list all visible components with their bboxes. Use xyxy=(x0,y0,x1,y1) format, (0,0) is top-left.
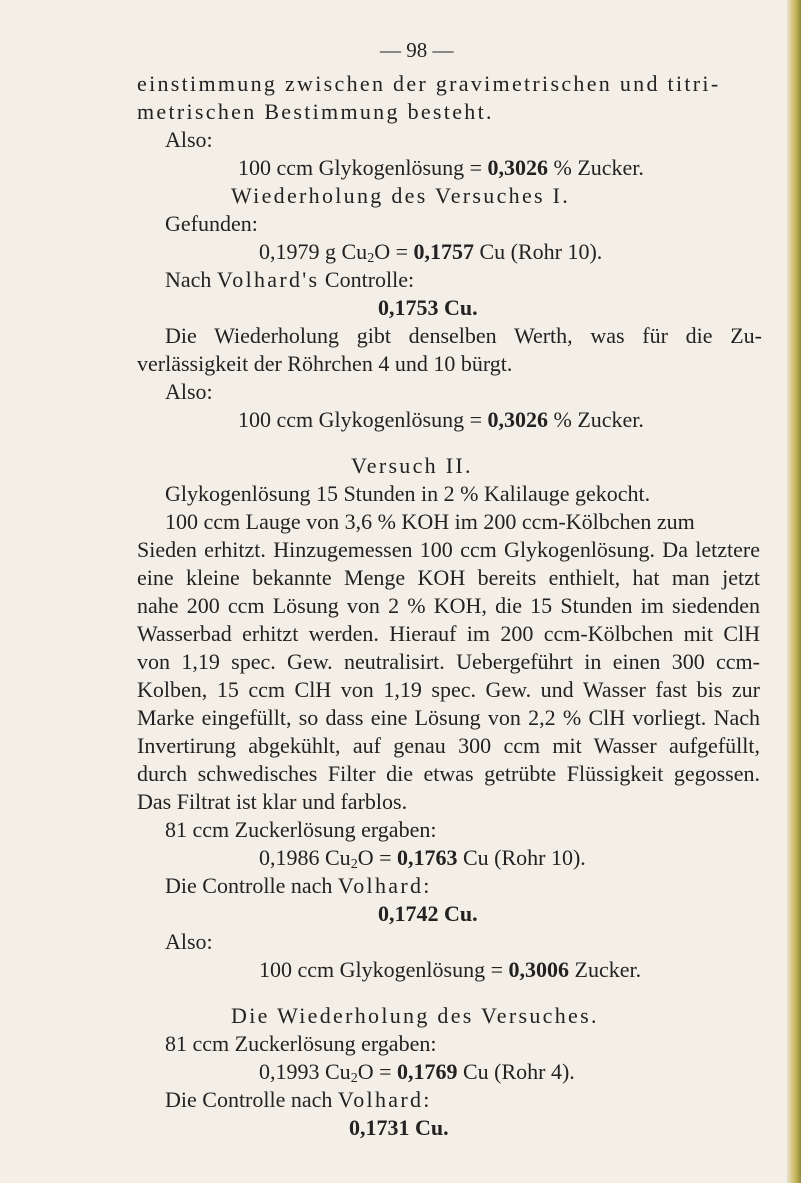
section-heading: Wiederholung des Versuches I. xyxy=(231,183,571,208)
formula-line: 100 ccm Glykogenlösung = 0,3026 % Zucker. xyxy=(238,155,644,180)
text-line: Kolben, 15 ccm ClH von 1,19 spec. Gew. und Wasser fast bis zur xyxy=(137,677,760,702)
text-line: Sieden erhitzt. Hinzugemessen 100 ccm Glykogenlösung. Da letztere xyxy=(137,537,760,562)
formula-line: 0,1986 $Cu_2O = 0,1763$ Cu (Rohr 10). xyxy=(259,845,586,872)
section-heading: Die Wiederholung des Versuches. xyxy=(231,1003,599,1028)
formula-line: 100 ccm Glykogenlösung = 0,3026 % Zucker. xyxy=(238,407,644,432)
text-line: Nach Volhard's Controlle: xyxy=(165,267,415,292)
text-line: Marke eingefüllt, so dass eine Lösung von 2,2 % ClH vorliegt. Nach xyxy=(137,705,760,730)
page-number: — 98 — xyxy=(380,38,454,62)
section-heading: Versuch II. xyxy=(351,453,473,478)
text-line: einstimmung zwischen der gravimetrischen und titri- xyxy=(137,71,721,96)
result-line: 0,1753 Cu. xyxy=(378,295,478,320)
text-line: Gefunden: xyxy=(165,211,258,236)
text-line: metrischen Bestimmung besteht. xyxy=(137,99,494,124)
text-line: 81 ccm Zuckerlösung ergaben: xyxy=(165,817,437,842)
page-edge xyxy=(787,0,801,1183)
text-line: Invertirung abgekühlt, auf genau 300 ccm mit Wasser aufgefüllt, xyxy=(137,733,760,758)
text-line: Glykogenlösung 15 Stunden in 2 % Kalilauge gekocht. xyxy=(165,481,651,506)
text-line: Die Controlle nach Volhard: xyxy=(165,873,432,898)
formula-line: 0,1993 $Cu_2O = 0,1769$ Cu (Rohr 4). xyxy=(259,1059,575,1086)
text-line: Also: xyxy=(165,929,213,954)
text-line: verlässigkeit der Röhrchen 4 und 10 bürgt. xyxy=(137,351,513,376)
text-line: von 1,19 spec. Gew. neutralisirt. Uebergeführt in einen 300 ccm- xyxy=(137,649,760,674)
text-line: Wasserbad erhitzt werden. Hierauf im 200 ccm-Kölbchen mit ClH xyxy=(137,621,760,646)
text-line: durch schwedisches Filter die etwas getrübte Flüssigkeit gegossen. xyxy=(137,761,760,786)
text-line: 100 ccm Lauge von 3,6 % KOH im 200 ccm-Kölbchen zum xyxy=(165,509,695,534)
text-line: Also: xyxy=(165,379,213,404)
text-line: Das Filtrat ist klar und farblos. xyxy=(137,789,408,814)
formula-line: 100 ccm Glykogenlösung = 0,3006 Zucker. xyxy=(259,957,642,982)
text-line: eine kleine bekannte Menge KOH bereits enthielt, hat man jetzt xyxy=(137,565,760,590)
result-line: 0,1731 Cu. xyxy=(349,1115,449,1140)
text-line: Die Wiederholung gibt denselben Werth, was für die Zu- xyxy=(165,323,762,348)
text-line: Also: xyxy=(165,127,213,152)
result-line: 0,1742 Cu. xyxy=(378,901,478,926)
text-line: nahe 200 ccm Lösung von 2 % KOH, die 15 Stunden im siedenden xyxy=(137,593,760,618)
text-line: 81 ccm Zuckerlösung ergaben: xyxy=(165,1031,437,1056)
formula-line: 0,1979 g $Cu_2O = 0,1757$ Cu (Rohr 10). xyxy=(259,239,603,266)
text-line: Die Controlle nach Volhard: xyxy=(165,1087,432,1112)
